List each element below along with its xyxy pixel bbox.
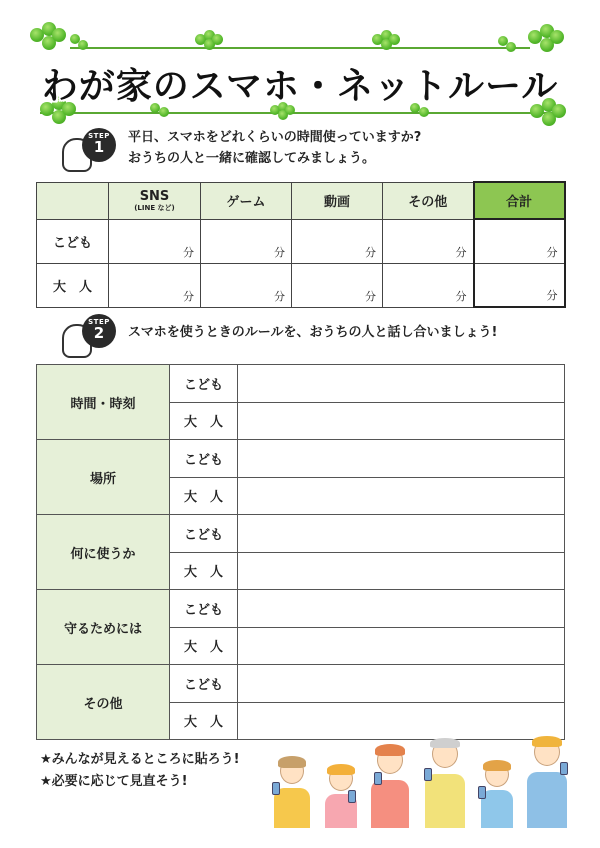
usage-time-table (36, 181, 566, 308)
question-line: 平日、スマホをどれくらいの時間使っていますか? (128, 130, 422, 145)
step-number: 2 (93, 324, 105, 342)
table-row (37, 263, 565, 307)
minutes-unit: 分 (274, 289, 285, 303)
person-figure (478, 762, 516, 828)
step-number-badge (82, 314, 116, 348)
rule-input-cell[interactable] (238, 477, 565, 515)
table-row (37, 440, 565, 478)
rule-input-cell[interactable] (238, 627, 565, 665)
column-label: SNS (139, 189, 170, 204)
corner-cell (37, 182, 109, 219)
minutes-input-cell[interactable] (201, 219, 292, 263)
minutes-unit: 分 (546, 289, 558, 302)
who-adult: 大 人 (170, 477, 238, 515)
step-2-badge (62, 314, 120, 362)
minutes-input-cell[interactable] (383, 219, 474, 263)
minutes-unit: 分 (365, 289, 376, 303)
table-header-row (37, 182, 565, 219)
who-adult: 大 人 (170, 552, 238, 590)
who-child: こども (170, 440, 238, 478)
rule-input-cell[interactable] (238, 590, 565, 628)
step-1-badge (62, 128, 120, 176)
rule-input-cell[interactable] (238, 552, 565, 590)
minutes-unit: 分 (274, 245, 285, 259)
person-figure (368, 746, 412, 828)
vine-line (70, 47, 530, 49)
category-other: その他 (37, 665, 170, 740)
row-label-child: こども (37, 219, 109, 263)
rule-input-cell[interactable] (238, 665, 565, 703)
table-row (37, 590, 565, 628)
row-label-adult: 大 人 (37, 263, 109, 307)
rule-input-cell[interactable] (238, 440, 565, 478)
question-line: おうちの人と一緒に確認してみましょう。 (128, 151, 376, 166)
minutes-unit: 分 (546, 245, 558, 259)
column-header-sns (109, 182, 201, 219)
column-sublabel: (LINE など) (134, 204, 175, 212)
table-row (37, 515, 565, 553)
minutes-input-cell[interactable] (201, 263, 292, 307)
who-child: こども (170, 365, 238, 403)
minutes-input-cell[interactable] (109, 219, 201, 263)
minutes-input-cell[interactable] (383, 263, 474, 307)
step-number-badge (82, 128, 116, 162)
footer-note: ★必要に応じて見直そう! (40, 774, 188, 789)
who-adult: 大 人 (170, 702, 238, 740)
category-keep: 守るためには (37, 590, 170, 665)
table-row (37, 665, 565, 703)
minutes-input-cell[interactable] (292, 263, 383, 307)
column-header-game: ゲーム (201, 182, 292, 219)
who-adult: 大 人 (170, 402, 238, 440)
who-child: こども (170, 665, 238, 703)
category-usage: 何に使うか (37, 515, 170, 590)
category-time: 時間・時刻 (37, 365, 170, 440)
minutes-unit: 分 (183, 289, 194, 303)
minutes-unit: 分 (183, 245, 194, 259)
rules-table (36, 364, 565, 740)
rule-input-cell[interactable] (238, 702, 565, 740)
rule-input-cell[interactable] (238, 515, 565, 553)
column-header-total: 合計 (474, 182, 565, 219)
person-figure (422, 740, 468, 828)
page-title: わが家のスマホ・ネットルール (41, 66, 559, 107)
minutes-unit: 分 (365, 245, 376, 259)
person-figure (322, 766, 360, 828)
minutes-unit: 分 (455, 245, 467, 259)
table-row (37, 365, 565, 403)
step-2-instruction: スマホを使うときのルールを、おうちの人と話し合いましょう! (128, 325, 498, 340)
column-header-other: その他 (383, 182, 474, 219)
category-place: 場所 (37, 440, 170, 515)
total-minutes-cell[interactable] (474, 219, 565, 263)
vine-line (40, 112, 560, 114)
minutes-unit: 分 (455, 289, 467, 303)
table-row (37, 219, 565, 263)
rule-input-cell[interactable] (238, 402, 565, 440)
who-child: こども (170, 590, 238, 628)
rule-input-cell[interactable] (238, 365, 565, 403)
minutes-input-cell[interactable] (292, 219, 383, 263)
column-header-video: 動画 (292, 182, 383, 219)
person-figure (524, 738, 570, 828)
minutes-input-cell[interactable] (109, 263, 201, 307)
who-adult: 大 人 (170, 627, 238, 665)
family-illustration (272, 738, 572, 828)
total-minutes-cell[interactable] (474, 263, 565, 307)
who-child: こども (170, 515, 238, 553)
step-label: STEP (88, 318, 110, 326)
step-1-question (128, 127, 421, 169)
header-decoration (0, 0, 600, 125)
footer-note: ★みんなが見えるところに貼ろう! (40, 752, 240, 767)
step-number: 1 (93, 138, 105, 156)
person-figure (272, 758, 312, 828)
step-label: STEP (88, 132, 110, 140)
